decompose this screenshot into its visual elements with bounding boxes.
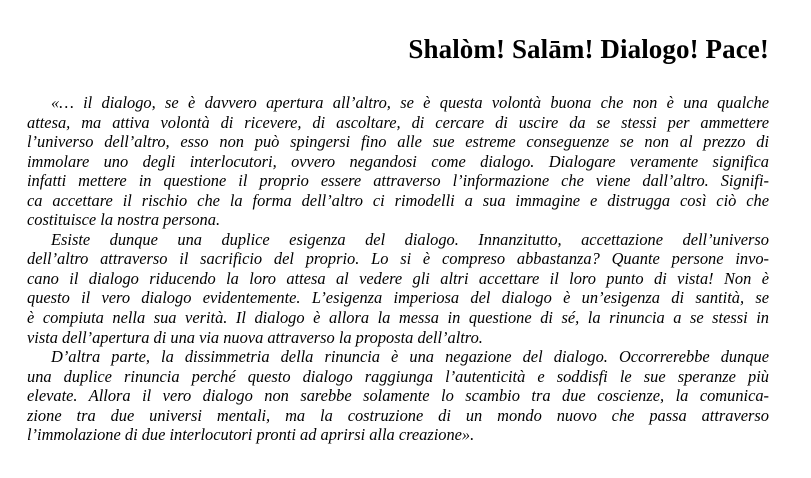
paragraph [27,230,769,347]
text-line: D’altra parte, la dissimmetria della rinuncia è una negazione del dialogo. Occorrerebbe dunque [51,347,769,367]
text-line: cano il dialogo riducendo la loro attesa al vedere gli altri accettare il loro punto di vista! Non è [27,268,769,288]
text-line: dell’altro attraverso il sacrificio del proprio. Lo si è compreso abbastanza? Quante persone invo- [27,249,769,269]
text-line: attesa, ma attiva volontà di ricevere, di ascoltare, di cercare di uscire da se stessi per ammettere [27,112,769,132]
quote-body [27,93,769,445]
text-line: vista dell’apertura di una via nuova attraverso la proposta dell’altro. [27,327,483,347]
paragraph [27,93,769,230]
text-line: è compiuta nella sua verità. Il dialogo è allora la messa in questione di sé, la rinuncia a se stessi in [27,308,769,328]
page-title: Shalòm! Salām! Dialogo! Pace! [408,34,769,64]
text-line: infatti mettere in questione il proprio essere attraverso l’informazione che viene dall’altro. Signifi- [27,171,769,191]
text-line: ca accettare il rischio che la forma dell’altro ci rimodelli a sua immagine e distrugga così ciò che [27,190,769,210]
text-line: costituisce la nostra persona. [27,210,221,230]
text-line: «… il dialogo, se è davvero apertura all’altro, se è questa volontà buona che non è una qualche [51,93,769,112]
text-line: elevate. Allora il vero dialogo non sarebbe solamente lo scambio tra due coscienze, la comunica- [27,386,769,406]
paragraph [27,347,769,445]
text-line: una duplice rinuncia perché questo dialogo raggiunga l’autenticità e soddisfi le sue speranze più [27,366,769,386]
text-line: l’universo dell’altro, esso non può spingersi fino alle sue estreme conseguenze se non al prezzo di [27,132,769,152]
text-line: questo il vero dialogo evidentemente. L’esigenza imperiosa del dialogo è un’esigenza di santità, se [27,288,769,308]
text-line: Esiste dunque una duplice esigenza del dialogo. Innanzitutto, accettazione dell’universo [51,229,769,249]
text-line: zione tra due universi mentali, ma la costruzione di un mondo nuovo che passa attraverso [27,405,769,425]
text-line: immolare uno degli interlocutori, ovvero negandosi come dialogo. Dialogare veramente significa [27,151,769,171]
text-line: l’immolazione di due interlocutori pronti ad aprirsi alla creazione». [27,425,475,445]
